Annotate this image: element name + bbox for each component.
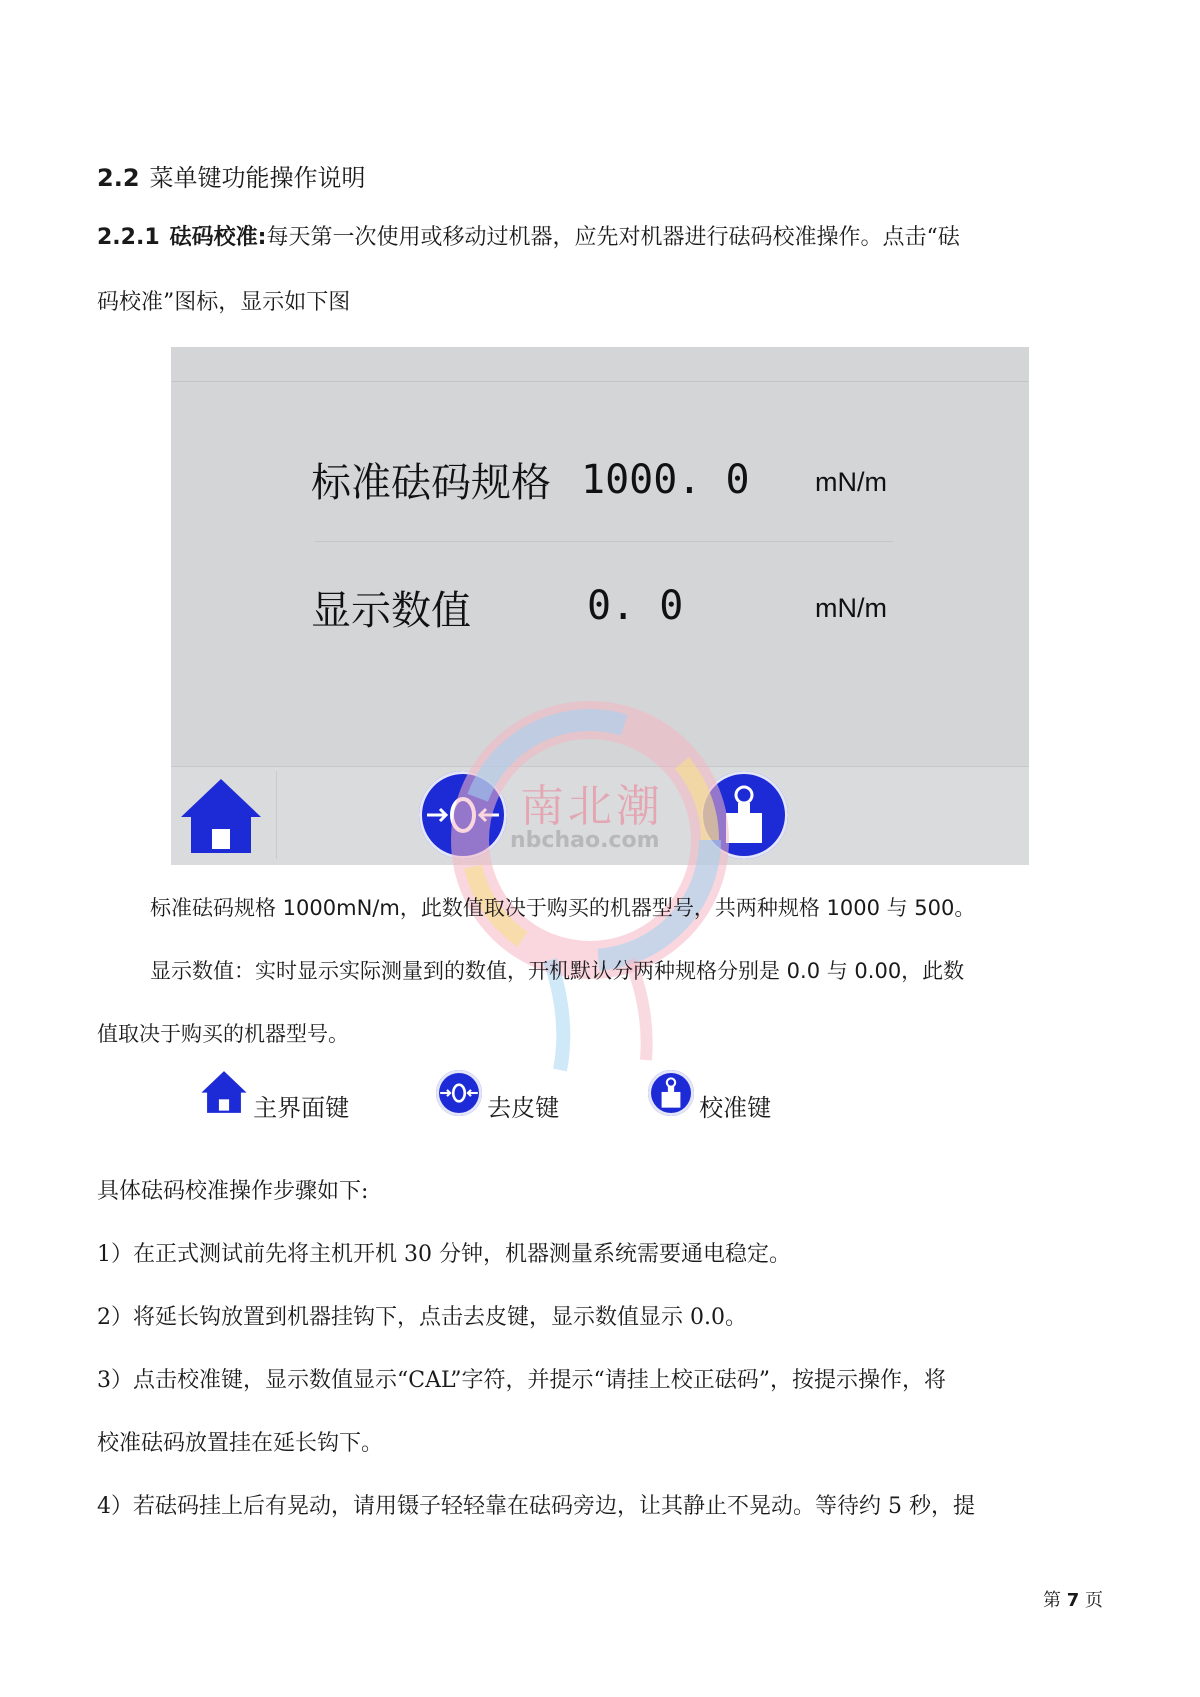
row-divider bbox=[315, 541, 893, 542]
intro-line-1: 每天第一次使用或移动过机器，应先对机器进行砝码校准操作。点击“砝 bbox=[266, 225, 960, 250]
desc-p1: 标准砝码规格 1000mN/m，此数值取决于购买的机器型号，共两种规格 1000 与 500。 bbox=[150, 896, 976, 920]
legend-tare-label: 去皮键 bbox=[487, 1094, 560, 1122]
watermark-cn: 南北潮 bbox=[520, 781, 664, 832]
desc-p2-line1: 显示数值：实时显示实际测量到的数值，开机默认分两种规格分别是 0.0 与 0.00，此数 bbox=[150, 959, 965, 983]
standard-weight-value[interactable]: 1000. 0 bbox=[581, 457, 750, 503]
footer-suffix: 页 bbox=[1085, 1590, 1103, 1611]
legend-tare bbox=[436, 1070, 560, 1122]
watermark-en: nbchao.com bbox=[510, 828, 660, 853]
step-3-line2: 校准砝码放置挂在延长钩下。 bbox=[97, 1431, 384, 1456]
step-1: 1）在正式测试前先将主机开机 30 分钟，机器测量系统需要通电稳定。 bbox=[97, 1242, 791, 1267]
legend-calibrate-label: 校准键 bbox=[699, 1094, 772, 1122]
display-value: 0. 0 bbox=[587, 583, 684, 629]
subsection-number: 2.2.1 bbox=[97, 225, 160, 250]
legend-calibrate bbox=[648, 1070, 772, 1122]
calibrate-weight-icon bbox=[648, 1070, 694, 1116]
standard-weight-label: 标准砝码规格 bbox=[311, 460, 551, 506]
screen-toolbar bbox=[171, 766, 1029, 865]
steps-heading: 具体砝码校准操作步骤如下: bbox=[97, 1179, 369, 1204]
calibrate-button[interactable] bbox=[700, 771, 788, 859]
calibration-screen bbox=[171, 347, 1029, 864]
section-title: 菜单键功能操作说明 bbox=[149, 164, 366, 192]
page-footer bbox=[1043, 1586, 1103, 1612]
calibrate-weight-icon bbox=[700, 771, 788, 859]
section-number: 2.2 bbox=[97, 164, 140, 192]
intro-line-2: 码校准”图标，显示如下图 bbox=[97, 290, 351, 315]
step-2: 2）将延长钩放置到机器挂钩下，点击去皮键，显示数值显示 0.0。 bbox=[97, 1305, 747, 1330]
screen-top-line bbox=[171, 381, 1029, 382]
step-4: 4）若砝码挂上后有晃动，请用镊子轻轻靠在砝码旁边，让其静止不晃动。等待约 5 秒，提 bbox=[97, 1494, 975, 1519]
home-icon bbox=[200, 1070, 248, 1114]
footer-prefix: 第 bbox=[1043, 1590, 1061, 1611]
display-value-unit: mN/m bbox=[815, 593, 887, 623]
subsection-title: 砝码校准: bbox=[169, 225, 267, 250]
standard-weight-unit: mN/m bbox=[815, 467, 887, 497]
step-3-line1: 3）点击校准键，显示数值显示“CAL”字符，并提示“请挂上校正砝码”，按提示操作，将 bbox=[97, 1368, 947, 1393]
desc-p2-line2: 值取决于购买的机器型号。 bbox=[97, 1022, 349, 1046]
page-number: 7 bbox=[1066, 1590, 1080, 1611]
legend-home bbox=[200, 1070, 350, 1122]
subsection-intro bbox=[97, 223, 1107, 253]
tare-icon bbox=[419, 771, 507, 859]
home-icon bbox=[179, 777, 263, 855]
home-button[interactable] bbox=[179, 777, 263, 855]
section-heading bbox=[97, 158, 366, 193]
display-value-label: 显示数值 bbox=[311, 588, 471, 634]
tare-button[interactable] bbox=[419, 771, 507, 859]
tare-icon bbox=[436, 1070, 482, 1116]
toolbar-separator bbox=[276, 771, 277, 859]
legend-home-label: 主界面键 bbox=[253, 1094, 350, 1122]
